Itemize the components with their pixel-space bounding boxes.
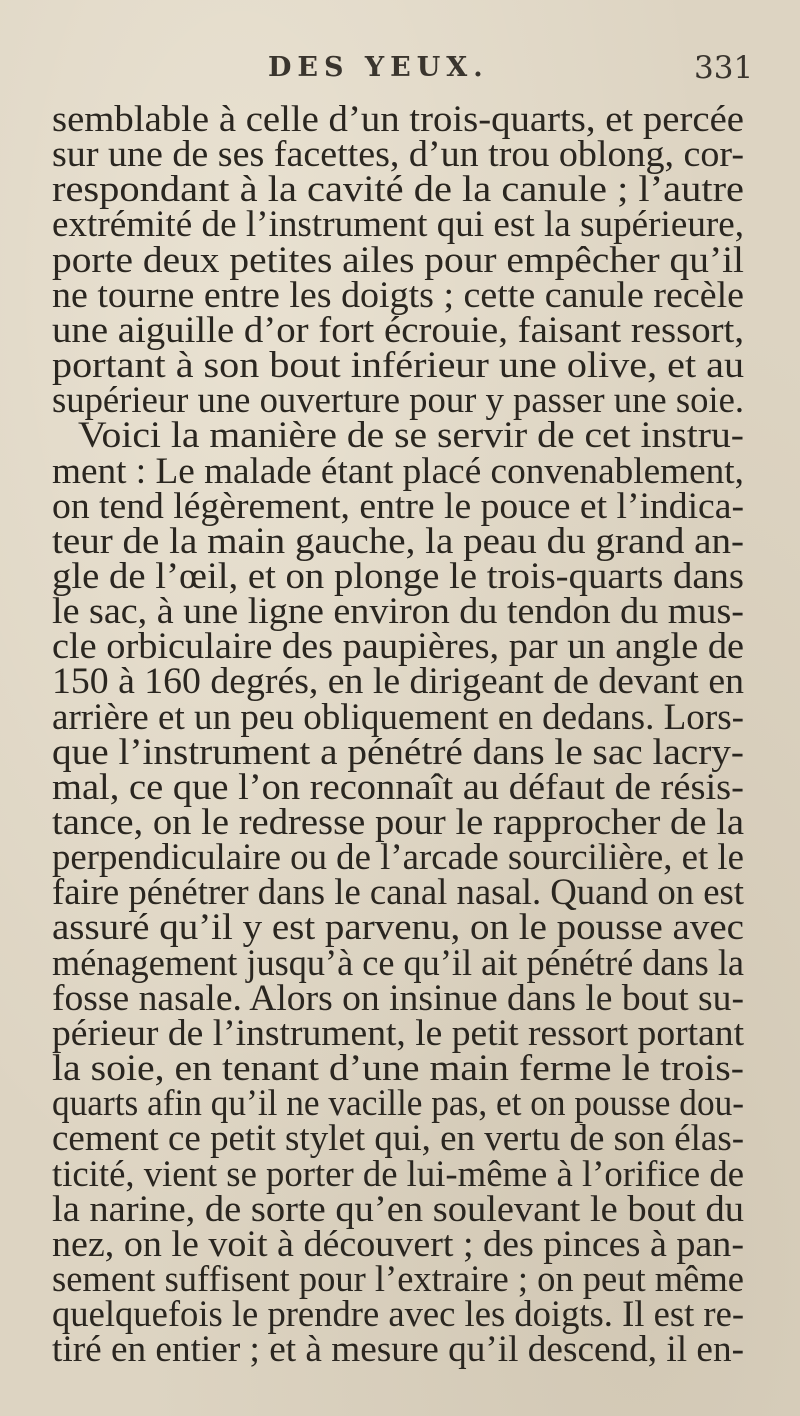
- text-line: nez, on le voit à découvert ; des pinces à pan-: [52, 1223, 744, 1265]
- text-line: extrémité de l’instrument qui est la supérieure,: [52, 204, 745, 246]
- text-line: ment : Le malade étant placé convenablement,: [52, 450, 744, 492]
- text-line: ménagement jusqu’à ce qu’il ait pénétré dans la: [52, 942, 745, 984]
- text-line: assuré qu’il y est parvenu, on le pousse avec: [52, 907, 744, 949]
- text-line: supérieur une ouverture pour y passer une soie.: [52, 380, 745, 422]
- text-line: teur de la main gauche, la peau du grand an-: [52, 520, 744, 562]
- text-line: porte deux petites ailes pour empêcher qu’il: [52, 239, 745, 281]
- text-line: que l’instrument a pénétré dans le sac lacry-: [52, 731, 744, 773]
- text-line: quelquefois le prendre avec les doigts. Il est re-: [52, 1294, 745, 1336]
- text-line: gle de l’œil, et on plonge le trois-quarts dans: [52, 555, 745, 597]
- text-line: fosse nasale. Alors on insinue dans le bout su-: [52, 977, 744, 1019]
- text-line: semblable à celle d’un trois-quarts, et percée: [52, 99, 744, 140]
- text-line: cement ce petit stylet qui, en vertu de son élas-: [52, 1118, 745, 1160]
- text-line: tiré en entier ; et à mesure qu’il descend, il en-: [52, 1329, 744, 1371]
- text-line: ne tourne entre les doigts ; cette canule recèle: [52, 274, 745, 316]
- text-line: on tend légèrement, entre le pouce et l’indica-: [52, 485, 745, 527]
- text-line: cle orbiculaire des paupières, par un angle de: [52, 626, 745, 668]
- text-line: sement suffisent pour l’extraire ; on peut même: [52, 1258, 745, 1300]
- text-line: sur une de ses facettes, d’un trou oblong, cor-: [52, 134, 745, 176]
- text-line: tance, on le redresse pour le rapprocher de la: [52, 802, 745, 843]
- text-line: 150 à 160 degrés, en le dirigeant de devant en: [52, 661, 744, 703]
- text-line: Voici la manière de se servir de cet instru-: [78, 415, 745, 457]
- text-line: quarts afin qu’il ne vacille pas, et on pousse dou-: [52, 1083, 745, 1125]
- text-line: perpendiculaire ou de l’arcade sourcilière, et le: [52, 837, 745, 879]
- text-line: ticité, vient se porter de lui-même à l’orifice de: [52, 1153, 745, 1195]
- text-line: arrière et un peu obliquement en dedans. Lors-: [52, 696, 744, 738]
- text-line: portant à son bout inférieur une olive, et au: [52, 345, 745, 387]
- text-line: respondant à la cavité de la canule ; l’autre: [52, 169, 745, 211]
- text-line: faire pénétrer dans le canal nasal. Quand on est: [52, 872, 744, 914]
- text-line: le sac, à une ligne environ du tendon du mus-: [52, 591, 744, 633]
- page-header: [0, 50, 800, 90]
- text-line: mal, ce que l’on reconnaît au défaut de résis-: [52, 766, 744, 808]
- text-line: la narine, de sorte qu’en soulevant le bout du: [52, 1188, 745, 1230]
- text-line: la soie, en tenant d’une main ferme le trois-: [52, 1048, 744, 1090]
- running-head: DES YEUX.: [268, 52, 489, 83]
- page-number: 331: [694, 50, 754, 86]
- text-line: une aiguille d’or fort écrouie, faisant ressort,: [52, 309, 745, 351]
- text-line: périeur de l’instrument, le petit ressort portant: [52, 1012, 745, 1054]
